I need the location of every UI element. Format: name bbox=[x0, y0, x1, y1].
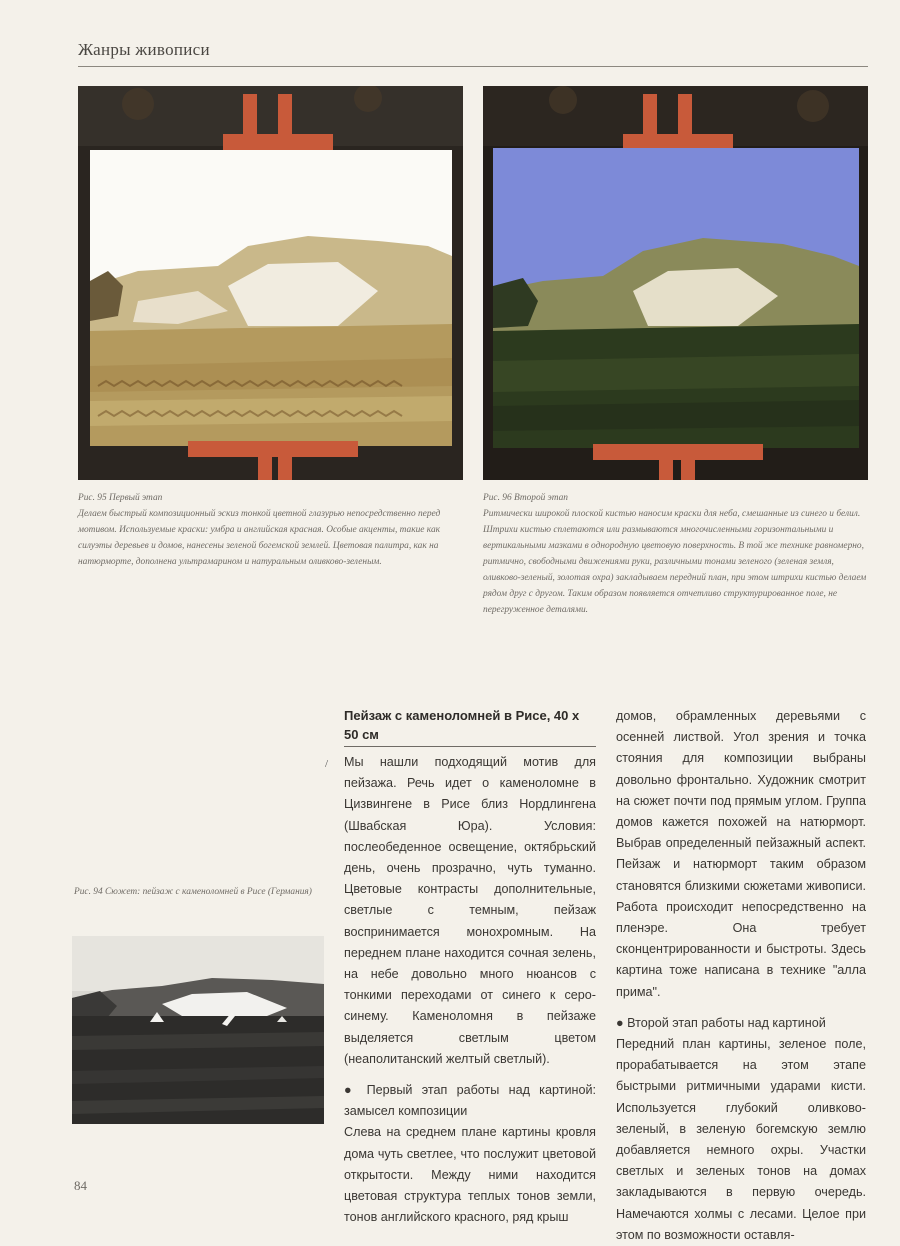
header-rule bbox=[78, 66, 868, 67]
article-continuation: домов, обрамленных деревьями с осенней листвой. Угол зрения и точка стояния для композиции выбраны довольно фронтально. Художник смотрит на сюжет почти под прямым углом. Группа домов кажется похожей на натюрморт. Выбрав определенный пейзажный аспект. Пейзаж и натюрморт таким образом становятся близкими сюжетами живописи. Работа происходит непосредственно на пленэре. Она требует сконцентрированности и быстроты. Здесь картина тоже написана в технике "алла прима". bbox=[616, 709, 866, 999]
figure-95-painting bbox=[78, 86, 463, 480]
figure-95-image bbox=[78, 86, 463, 480]
stage-2-text: Передний план картины, зеленое поле, прорабатывается на этом этапе быстрыми ритмичными ударами кисти. Используется глубокий оливково-зеленый, в зеленую богемскую землю добавляется немного охры. Участки светлых и зеленых тонов на домах закладываются в первую очередь. Намечаются холмы с лесами. Целое при этом по возможности оставля- bbox=[616, 1037, 866, 1242]
figure-95-caption-text: Делаем быстрый композиционный эскиз тонкой цветной глазурью непосредственно перед мотивом. Используемые краски: умбра и английская красная. Особые акценты, такие как силуэты деревьев и домов, нанесены зеленой богемской землей. Цветовая палитра, как на натюрморте, дополнена ультрамарином и натуральным оливково-зеленым. bbox=[78, 509, 441, 567]
page-number: 84 bbox=[74, 1178, 87, 1193]
running-header: Жанры живописи bbox=[78, 40, 210, 59]
figure-96-caption bbox=[483, 490, 868, 618]
article-title-rule bbox=[344, 746, 596, 747]
article-title: Пейзаж с каменоломней в Рисе, 40 х 50 см bbox=[344, 708, 580, 742]
figure-95-caption-title: Рис. 95 Первый этап bbox=[78, 493, 163, 503]
figure-94-photo bbox=[72, 936, 324, 1124]
article-column-2 bbox=[616, 706, 866, 1246]
figure-96-image bbox=[483, 86, 868, 480]
stage-1-heading: ● Первый этап работы над картиной: замысел композиции bbox=[344, 1083, 596, 1119]
figure-96-caption-text: Ритмически широкой плоской кистью наносим краски для неба, смешанные из синего и белил. Штрихи кистью сплетаются или размываются многочисленными горизонтальными и вертикальными мазками в однородную цветовую поверхность. В той же технике равномерно, ритмично, свободными движениями руки, различными тонами зеленого (зеленая земля, оливково-зеленый, золотая охра) закладываем передний план, при этом штрихи кистью делаем рядом друг с другом. Таким образом появляется отчетливо структурированное поле, не перегруженное деталями. bbox=[483, 509, 867, 615]
article-column-1 bbox=[344, 752, 596, 1228]
article-intro: Мы нашли подходящий мотив для пейзажа. Речь идет о каменоломне в Цизвингене в Рисе близ Нордлингена (Швабская Юра). Условия: послеобеденное освещение, октябрьский день, очень прозрачно, чуть туманно. Цветовые контрасты дополнительные, светлые с темным, пейзаж воспринимается монохромным. На переднем плане находится сочная зелень, на небе довольно много нюансов с тонкими переходами от синего к серо-синему. Каменоломня в пейзаже выделяется светлым цветом (неаполитанский желтый светлый). bbox=[344, 755, 596, 1066]
figure-94-caption-title: Рис. 94 Сюжет: пейзаж с каменоломней в Рисе (Германия) bbox=[74, 887, 312, 897]
figure-94-image bbox=[72, 936, 324, 1124]
figure-96-painting bbox=[483, 86, 868, 480]
figure-96-caption-title: Рис. 96 Второй этап bbox=[483, 493, 568, 503]
stray-mark: / bbox=[325, 758, 329, 770]
figure-94-caption bbox=[74, 884, 330, 900]
stage-2-heading: ● Второй этап работы над картиной bbox=[616, 1015, 826, 1030]
figure-95-caption bbox=[78, 490, 458, 570]
stage-1-text: Слева на среднем плане картины кровля дома чуть светлее, что послужит цветовой открытости. Между ними находится цветовая структура теплых тонов земли, тонов английского красного, ряд крыш bbox=[344, 1125, 596, 1225]
